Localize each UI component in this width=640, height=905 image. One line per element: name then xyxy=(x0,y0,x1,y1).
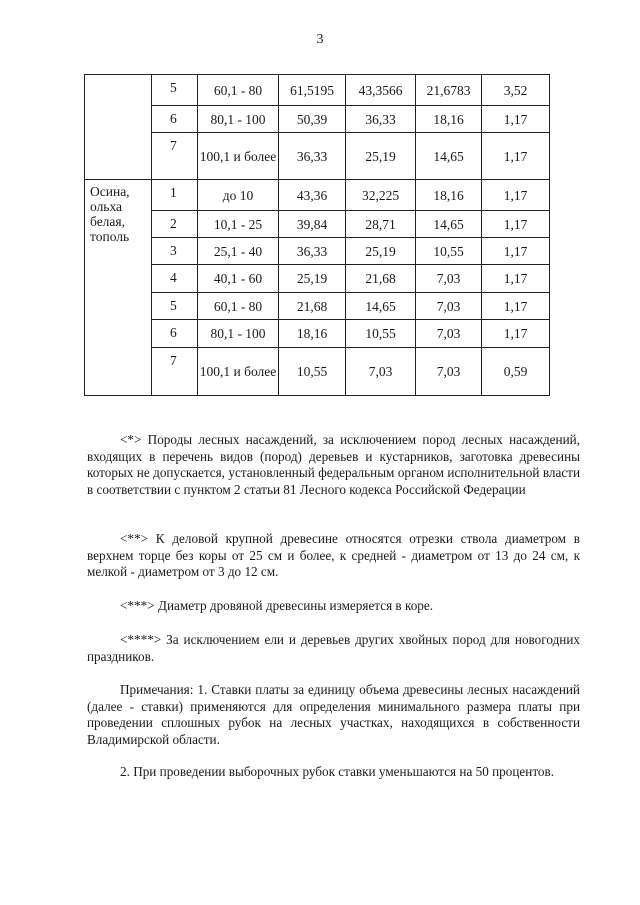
footnote-2 xyxy=(87,531,580,581)
rate-large-cell: 50,39 xyxy=(279,106,346,133)
rate-small-cell: 14,65 xyxy=(416,133,482,180)
rate-small-cell: 7,03 xyxy=(416,320,482,348)
diameter-cell: 60,1 - 80 xyxy=(198,293,279,320)
table-row xyxy=(85,180,550,211)
remarks-2 xyxy=(87,764,580,781)
footnote-2-text: <**> К деловой крупной древесине относятся отрезки ствола диаметром в верхнем торце без коры от 25 см и более, к средней - диаметром от 13 до 24 см, к мелкой - диаметром от 3 до 12 см. xyxy=(87,531,580,579)
table-row xyxy=(85,75,550,106)
rate-medium-cell: 36,33 xyxy=(346,106,416,133)
diameter-cell: 60,1 - 80 xyxy=(198,75,279,106)
diameter-cell: 100,1 и более xyxy=(198,133,279,180)
remarks-1-text: Примечания: 1. Ставки платы за единицу объема древесины лесных насаждений (далее - ставки) применяются для определения минимального размера платы при проведении сплошных рубок на лесных участках, находящихся в собственности Владимирской области. xyxy=(87,682,580,747)
class-number-cell: 5 xyxy=(152,75,198,106)
footnote-3 xyxy=(87,598,580,615)
rate-large-cell: 39,84 xyxy=(279,211,346,238)
footnote-3-text: <***> Диаметр дровяной древесины измеряется в коре. xyxy=(120,598,434,613)
diameter-cell: до 10 xyxy=(198,180,279,211)
class-number-cell: 6 xyxy=(152,106,198,133)
rates-table xyxy=(84,74,550,396)
class-number-cell: 5 xyxy=(152,293,198,320)
rate-large-cell: 36,33 xyxy=(279,238,346,265)
class-number-cell: 7 xyxy=(152,133,198,180)
rate-medium-cell: 21,68 xyxy=(346,265,416,293)
class-number-cell: 6 xyxy=(152,320,198,348)
rate-small-cell: 7,03 xyxy=(416,293,482,320)
remarks-2-text: 2. При проведении выборочных рубок ставки уменьшаются на 50 процентов. xyxy=(120,764,555,779)
table-row xyxy=(85,293,550,320)
class-number-cell: 4 xyxy=(152,265,198,293)
rate-small-cell: 21,6783 xyxy=(416,75,482,106)
rate-medium-cell: 32,225 xyxy=(346,180,416,211)
species-cell: Осина, ольха белая, тополь xyxy=(85,180,152,396)
rate-small-cell: 14,65 xyxy=(416,211,482,238)
rate-firewood-cell: 1,17 xyxy=(482,293,550,320)
table-row xyxy=(85,320,550,348)
rate-firewood-cell: 1,17 xyxy=(482,106,550,133)
diameter-cell: 25,1 - 40 xyxy=(198,238,279,265)
table-row xyxy=(85,106,550,133)
page-number: 3 xyxy=(316,32,324,47)
class-number-cell: 1 xyxy=(152,180,198,211)
table-row xyxy=(85,133,550,180)
table-row xyxy=(85,238,550,265)
rate-small-cell: 7,03 xyxy=(416,265,482,293)
rate-medium-cell: 10,55 xyxy=(346,320,416,348)
remarks-1 xyxy=(87,682,580,748)
rate-medium-cell: 25,19 xyxy=(346,238,416,265)
rate-firewood-cell: 1,17 xyxy=(482,180,550,211)
rate-firewood-cell: 1,17 xyxy=(482,238,550,265)
diameter-cell: 80,1 - 100 xyxy=(198,106,279,133)
diameter-cell: 40,1 - 60 xyxy=(198,265,279,293)
rate-medium-cell: 7,03 xyxy=(346,348,416,396)
rate-small-cell: 7,03 xyxy=(416,348,482,396)
rate-firewood-cell: 3,52 xyxy=(482,75,550,106)
diameter-cell: 100,1 и более xyxy=(198,348,279,396)
rate-small-cell: 18,16 xyxy=(416,106,482,133)
rate-medium-cell: 14,65 xyxy=(346,293,416,320)
rate-small-cell: 18,16 xyxy=(416,180,482,211)
class-number-cell: 3 xyxy=(152,238,198,265)
rate-large-cell: 61,5195 xyxy=(279,75,346,106)
table-row xyxy=(85,211,550,238)
rate-large-cell: 25,19 xyxy=(279,265,346,293)
rate-large-cell: 18,16 xyxy=(279,320,346,348)
rate-large-cell: 21,68 xyxy=(279,293,346,320)
rate-firewood-cell: 0,59 xyxy=(482,348,550,396)
rate-medium-cell: 43,3566 xyxy=(346,75,416,106)
class-number-cell: 7 xyxy=(152,348,198,396)
footnote-1-text: <*> Породы лесных насаждений, за исключением пород лесных насаждений, входящих в перечень видов (пород) деревьев и кустарников, заготовка древесины которых не допускается, установленный федеральным органом исполнительной власти в соответствии с пунктом 2 статьи 81 Лесного кодекса Российской Федерации xyxy=(87,432,580,497)
table-row xyxy=(85,265,550,293)
rate-large-cell: 43,36 xyxy=(279,180,346,211)
rate-medium-cell: 25,19 xyxy=(346,133,416,180)
class-number-cell: 2 xyxy=(152,211,198,238)
diameter-cell: 80,1 - 100 xyxy=(198,320,279,348)
rate-medium-cell: 28,71 xyxy=(346,211,416,238)
rate-firewood-cell: 1,17 xyxy=(482,265,550,293)
rate-small-cell: 10,55 xyxy=(416,238,482,265)
rate-firewood-cell: 1,17 xyxy=(482,211,550,238)
rate-large-cell: 36,33 xyxy=(279,133,346,180)
footnote-1 xyxy=(87,432,580,498)
diameter-cell: 10,1 - 25 xyxy=(198,211,279,238)
footnote-4 xyxy=(87,632,580,665)
rate-large-cell: 10,55 xyxy=(279,348,346,396)
species-cell xyxy=(85,75,152,180)
rate-firewood-cell: 1,17 xyxy=(482,133,550,180)
table-row xyxy=(85,348,550,396)
footnote-4-text: <****> За исключением ели и деревьев других хвойных пород для новогодних праздников. xyxy=(87,632,580,664)
rate-firewood-cell: 1,17 xyxy=(482,320,550,348)
